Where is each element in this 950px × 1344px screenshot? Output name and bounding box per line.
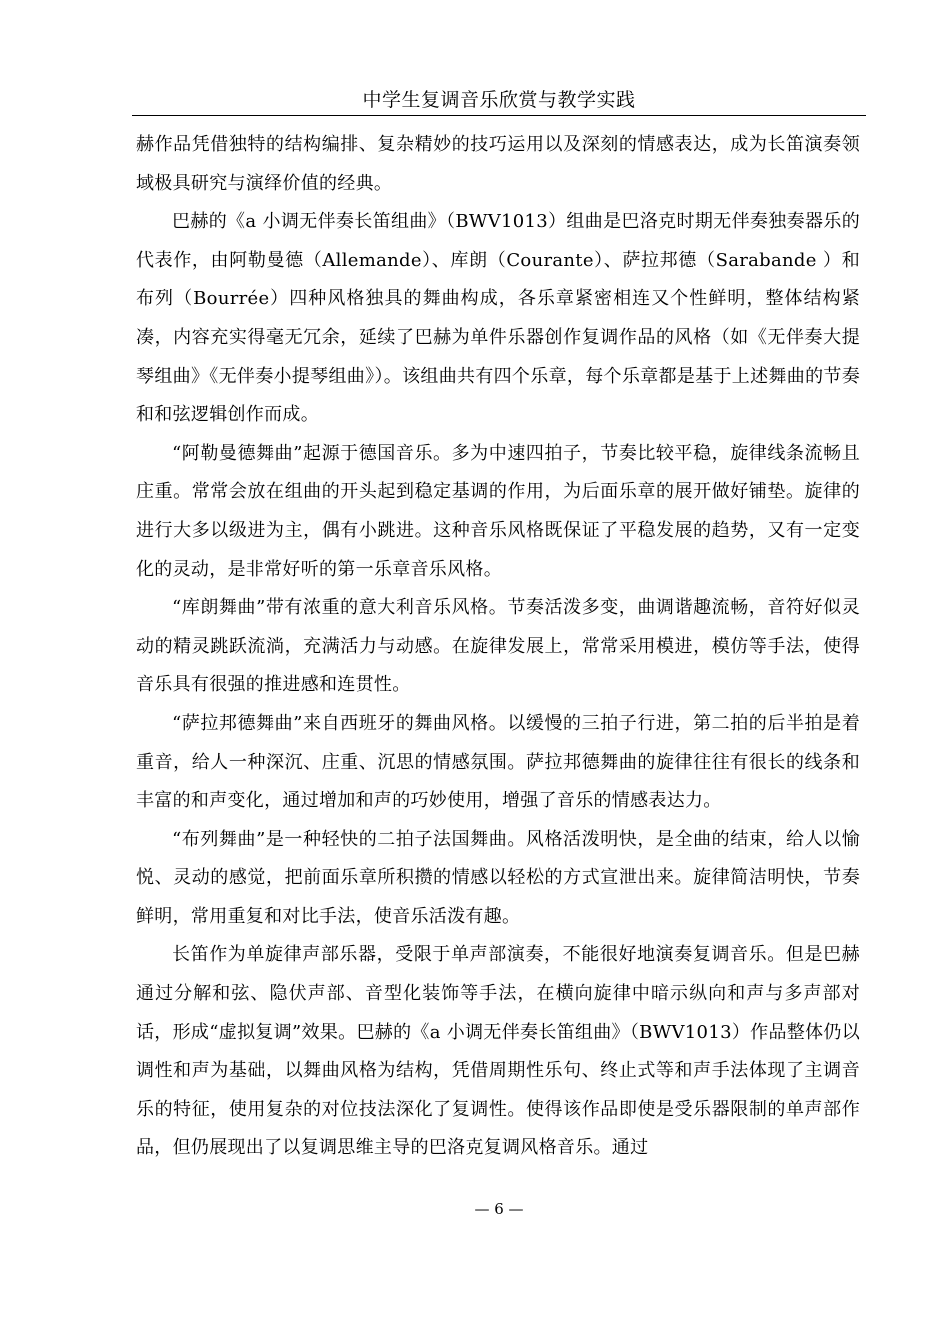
paragraph-courante: “库朗舞曲”带有浓重的意大利音乐风格。节奏活泼多变，曲调谐趣流畅，音符好似灵动的精灵跳跃流淌，充满活力与动感。在旋律发展上，常常采用模进，模仿等手法，使得音乐具有很强的推进感和连贯性。 — [136, 597, 860, 696]
running-header: 中学生复调音乐欣赏与教学实践 — [362, 89, 636, 111]
paragraph-continued: 赫作品凭借独特的结构编排、复杂精妙的技巧运用以及深刻的情感表达，成为长笛演奏领域极具研究与演绎价值的经典。 — [136, 134, 860, 194]
body-text — [136, 126, 860, 1168]
paragraph-suite-overview: 巴赫的《a 小调无伴奏长笛组曲》（BWV1013）组曲是巴洛克时期无伴奏独奏器乐的代表作，由阿勒曼德（Allemande）、库朗（Courante）、萨拉邦德（Sarabande ）和布列（Bourrée）四种风格独具的舞曲构成，各乐章紧密相连又个性鲜明，整体结构紧凑，内容充实得毫无冗余，延续了巴赫为单件乐器创作复调作品的风格（如《无伴奏大提琴组曲》《无伴奏小提琴组曲》）。该组曲共有四个乐章，每个乐章都是基于上述舞曲的节奏和和弦逻辑创作而成。 — [136, 211, 860, 426]
paragraph-allemande: “阿勒曼德舞曲”起源于德国音乐。多为中速四拍子，节奏比较平稳，旋律线条流畅且庄重。常常会放在组曲的开头起到稳定基调的作用，为后面乐章的展开做好铺垫。旋律的进行大多以级进为主，偶有小跳进。这种音乐风格既保证了平稳发展的趋势，又有一定变化的灵动，是非常好听的第一乐章音乐风格。 — [136, 442, 860, 580]
paragraph-sarabande: “萨拉邦德舞曲”来自西班牙的舞曲风格。以缓慢的三拍子行进，第二拍的后半拍是着重音，给人一种深沉、庄重、沉思的情感氛围。萨拉邦德舞曲的旋律往往有很长的线条和丰富的和声变化，通过增加和声的巧妙使用，增强了音乐的情感表达力。 — [136, 712, 860, 812]
paragraph-bourree: “布列舞曲”是一种轻快的二拍子法国舞曲。风格活泼明快，是全曲的结束，给人以愉悦、灵动的感觉，把前面乐章所积攒的情感以轻松的方式宣泄出来。旋律简洁明快，节奏鲜明，常用重复和对比手法，使音乐活泼有趣。 — [136, 828, 860, 927]
page-number: — 6 — — [474, 1200, 524, 1218]
header-rule — [132, 115, 866, 116]
paragraph-virtual-polyphony: 长笛作为单旋律声部乐器，受限于单声部演奏，不能很好地演奏复调音乐。但是巴赫通过分解和弦、隐伏声部、音型化装饰等手法，在横向旋律中暗示纵向和声与多声部对话，形成“虚拟复调”效果。巴赫的《a 小调无伴奏长笛组曲》（BWV1013）作品整体仍以调性和声为基础，以舞曲风格为结构，凭借周期性乐句、终止式等和声手法体现了主调音乐的特征，使用复杂的对位技法深化了复调性。使得该作品即使是受乐器限制的单声部作品，但仍展现出了以复调思维主导的巴洛克复调风格音乐。通过 — [136, 944, 860, 1159]
